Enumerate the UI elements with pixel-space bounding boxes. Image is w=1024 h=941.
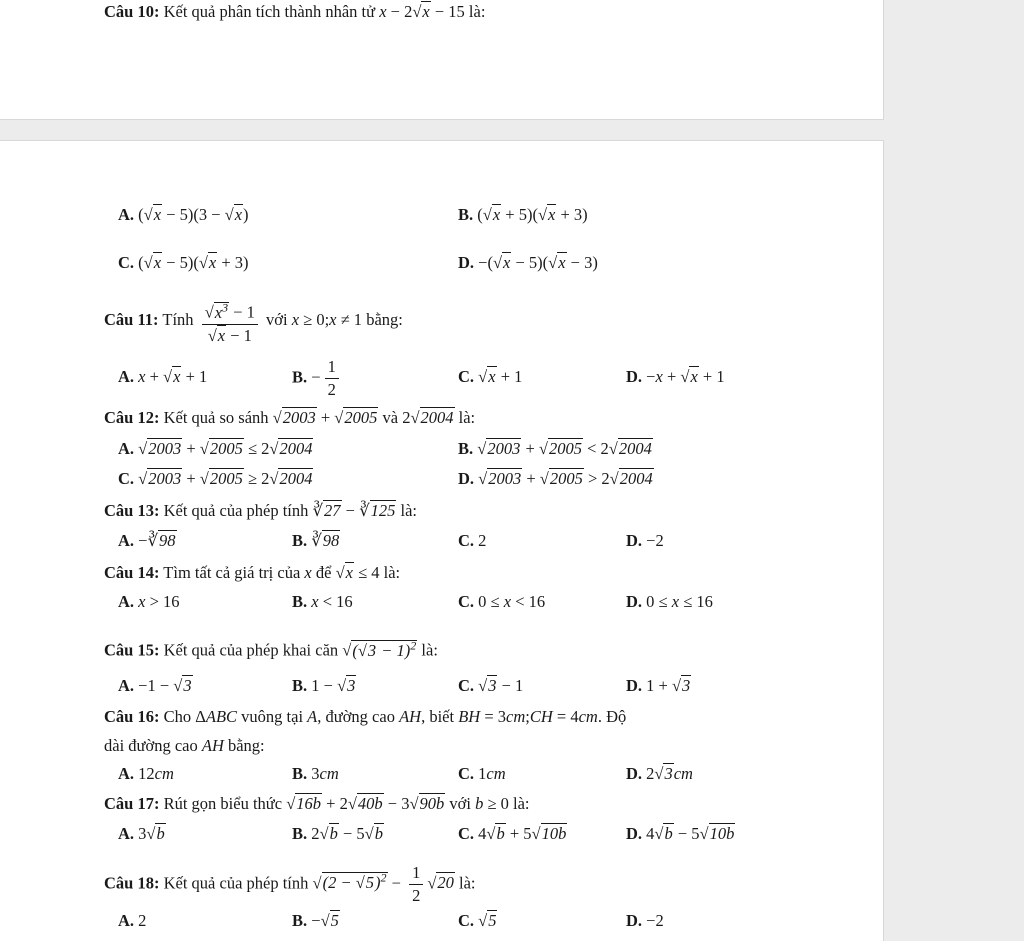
option-13b[interactable]: B. ∛98 <box>292 531 340 550</box>
option-label: C. <box>458 676 475 695</box>
option-16b[interactable]: B. 3cm <box>292 764 339 783</box>
option-value: 2 <box>478 531 487 550</box>
option-label: B. <box>292 531 308 550</box>
option-label: B. <box>292 676 308 695</box>
option-18b[interactable]: B. −√5 <box>292 911 339 930</box>
option-16c[interactable]: C. 1cm <box>458 764 506 783</box>
question-and: và <box>382 408 399 427</box>
question-10: Câu 10: Kết quả phân tích thành nhân tử x − 2√x − 15 là: <box>104 2 486 21</box>
question-text: Kết quả phân tích thành nhân tử <box>163 2 376 21</box>
question-text-6: dài đường cao <box>104 736 198 755</box>
option-label: B. <box>458 205 474 224</box>
option-18c[interactable]: C. √5 <box>458 911 497 930</box>
option-label: D. <box>626 911 643 930</box>
option-value: −2 <box>646 911 664 930</box>
option-label: C. <box>458 531 475 550</box>
question-16-line2: dài đường cao AH bằng: <box>104 736 265 755</box>
question-text: Tìm tất cả giá trị của <box>163 563 301 582</box>
option-17c[interactable]: C. 4√b + 5√10b <box>458 824 567 843</box>
option-17a[interactable]: A. 3√b <box>118 824 165 843</box>
question-suffix: là: <box>383 563 401 582</box>
question-15: Câu 15: Kết quả của phép khai căn $√(√3 - 1)^2$ là: <box>104 638 438 660</box>
question-text: Tính <box>162 310 194 330</box>
option-17b[interactable]: B. 2√b − 5√b <box>292 824 383 843</box>
option-15d[interactable]: D. 1 + √3 <box>626 676 691 695</box>
question-suffix: là: <box>513 794 530 813</box>
option-label: A. <box>118 531 135 550</box>
option-label: C. <box>458 592 475 611</box>
option-14c[interactable]: C. 0 ≤ x < 16 <box>458 592 546 611</box>
option-label: B. <box>292 764 308 783</box>
option-label: A. <box>118 824 135 843</box>
option-13d[interactable] <box>626 530 664 552</box>
option-label: B. <box>292 367 308 387</box>
question-label: Câu 10: <box>104 2 160 21</box>
option-17d[interactable]: D. 4√b − 5√10b <box>626 824 735 843</box>
option-label: A. <box>118 911 135 930</box>
option-label: D. <box>626 367 643 386</box>
option-12b[interactable]: B. √2003 + √2005 < 2√2004 <box>458 439 652 458</box>
question-text-2: vuông tại <box>241 707 304 726</box>
option-label: A. <box>118 592 135 611</box>
option-12d[interactable]: D. √2003 + √2005 > 2√2004 <box>458 469 653 488</box>
option-label: A. <box>118 676 135 695</box>
question-14: Câu 14: Tìm tất cả giá trị của x để √x ≤ 4 là: <box>104 563 401 582</box>
option-label: A. <box>118 205 135 224</box>
option-label: D. <box>458 469 475 488</box>
question-suffix: là: <box>400 501 417 520</box>
option-label: C. <box>118 469 135 488</box>
option-label: A. <box>118 764 135 783</box>
option-16a[interactable]: A. 12cm <box>118 764 174 783</box>
option-value: 2 <box>138 911 147 930</box>
question-label: Câu 17: <box>104 794 160 813</box>
question-text: Kết quả của phép tính <box>163 501 309 520</box>
option-15b[interactable]: B. 1 − √3 <box>292 676 356 695</box>
option-10b[interactable]: B. (√x + 5)(√x + 3) <box>458 205 588 224</box>
option-11d[interactable]: D. −x + √x + 1 <box>626 367 725 386</box>
option-18a[interactable] <box>118 910 146 932</box>
question-17: Câu 17: Rút gọn biểu thức √16b + 2√40b − 3√90b với b ≥ 0 là: <box>104 794 530 813</box>
option-12c[interactable]: C. √2003 + √2005 ≥ 2√2004 <box>118 469 313 488</box>
question-label: Câu 11: <box>104 310 159 330</box>
option-label: C. <box>118 253 135 272</box>
option-label: D. <box>458 253 475 272</box>
question-label: Câu 14: <box>104 563 160 582</box>
question-text-3: , đường cao <box>317 707 395 726</box>
option-11a[interactable]: A. x + √x + 1 <box>118 367 208 386</box>
question-text: Kết quả của phép khai căn <box>163 640 339 660</box>
option-label: C. <box>458 367 475 386</box>
question-suffix: là: <box>459 873 476 893</box>
option-label: D. <box>626 824 643 843</box>
question-text: Kết quả so sánh <box>163 408 269 427</box>
question-label: Câu 18: <box>104 873 160 893</box>
option-label: D. <box>626 764 643 783</box>
question-suffix: là: <box>468 2 486 21</box>
option-label: A. <box>118 367 135 386</box>
question-suffix: là: <box>421 640 438 660</box>
question-text-4: , biết <box>421 707 455 726</box>
option-label: B. <box>458 439 474 458</box>
question-text: Rút gọn biểu thức <box>163 794 283 813</box>
option-16d[interactable]: D. 2√3cm <box>626 764 693 783</box>
option-label: C. <box>458 824 475 843</box>
option-label: B. <box>292 824 308 843</box>
option-10c[interactable]: C. (√x − 5)(√x + 3) <box>118 253 249 272</box>
option-10a[interactable]: A. (√x − 5)(3 − √x) <box>118 205 249 224</box>
option-label: C. <box>458 764 475 783</box>
question-18: Câu 18: Kết quả của phép tính $√(2 - √5)^2$ − $\frac{1}{2}$ √20 là: <box>104 863 476 905</box>
question-12: Câu 12: Kết quả so sánh √2003 + √2005 và 2√2004 là: <box>104 408 476 427</box>
option-15a[interactable]: A. −1 − √3 <box>118 676 192 695</box>
question-suffix: là: <box>458 408 476 427</box>
question-label: Câu 15: <box>104 640 160 660</box>
question-label: Câu 13: <box>104 501 160 520</box>
question-16: Câu 16: Cho ΔABC vuông tại A, đường cao AH, biết BH = 3cm;CH = 4cm. Độ <box>104 707 627 726</box>
option-11b[interactable]: B. − $\frac{1}{2}$ <box>292 356 343 401</box>
option-18d[interactable] <box>626 910 664 932</box>
question-suffix: bằng: <box>366 310 403 330</box>
question-13: Câu 13: Kết quả của phép tính ∛27 − ∛125 là: <box>104 501 417 520</box>
option-15c[interactable]: C. √3 − 1 <box>458 676 524 695</box>
option-11c[interactable]: C. √x + 1 <box>458 367 523 386</box>
option-label: D. <box>626 592 643 611</box>
option-label: B. <box>292 592 308 611</box>
option-12a[interactable]: A. √2003 + √2005 ≤ 2√2004 <box>118 439 313 458</box>
option-label: B. <box>292 911 308 930</box>
option-14d[interactable]: D. 0 ≤ x ≤ 16 <box>626 592 713 611</box>
option-label: C. <box>458 911 475 930</box>
question-11: Câu 11: Tính $\frac{√x^3 - 1}{√x - 1}$ với x ≥ 0;x ≠ 1 bằng: <box>104 296 403 347</box>
question-suffix: bằng: <box>227 736 265 755</box>
question-cond: với <box>449 794 471 813</box>
fraction: $\frac{√x^3 - 1}{√x - 1}$ <box>202 296 258 347</box>
option-14b[interactable]: B. x < 16 <box>292 592 353 611</box>
option-value: −2 <box>646 531 664 550</box>
option-13a[interactable]: A. −∛98 <box>118 531 176 550</box>
option-10d[interactable]: D. −(√x − 5)(√x − 3) <box>458 253 598 272</box>
option-label: D. <box>626 531 643 550</box>
option-14a[interactable]: A. x > 16 <box>118 592 180 611</box>
question-label: Câu 12: <box>104 408 160 427</box>
question-label: Câu 16: <box>104 707 160 726</box>
option-13c[interactable] <box>458 530 486 552</box>
question-cond: với <box>266 310 288 330</box>
question-text: Kết quả của phép tính <box>163 873 309 893</box>
question-mid: để <box>315 563 332 582</box>
question-text-5: . Độ <box>597 707 627 726</box>
option-label: A. <box>118 439 135 458</box>
option-label: D. <box>626 676 643 695</box>
question-text: Cho <box>163 707 192 726</box>
